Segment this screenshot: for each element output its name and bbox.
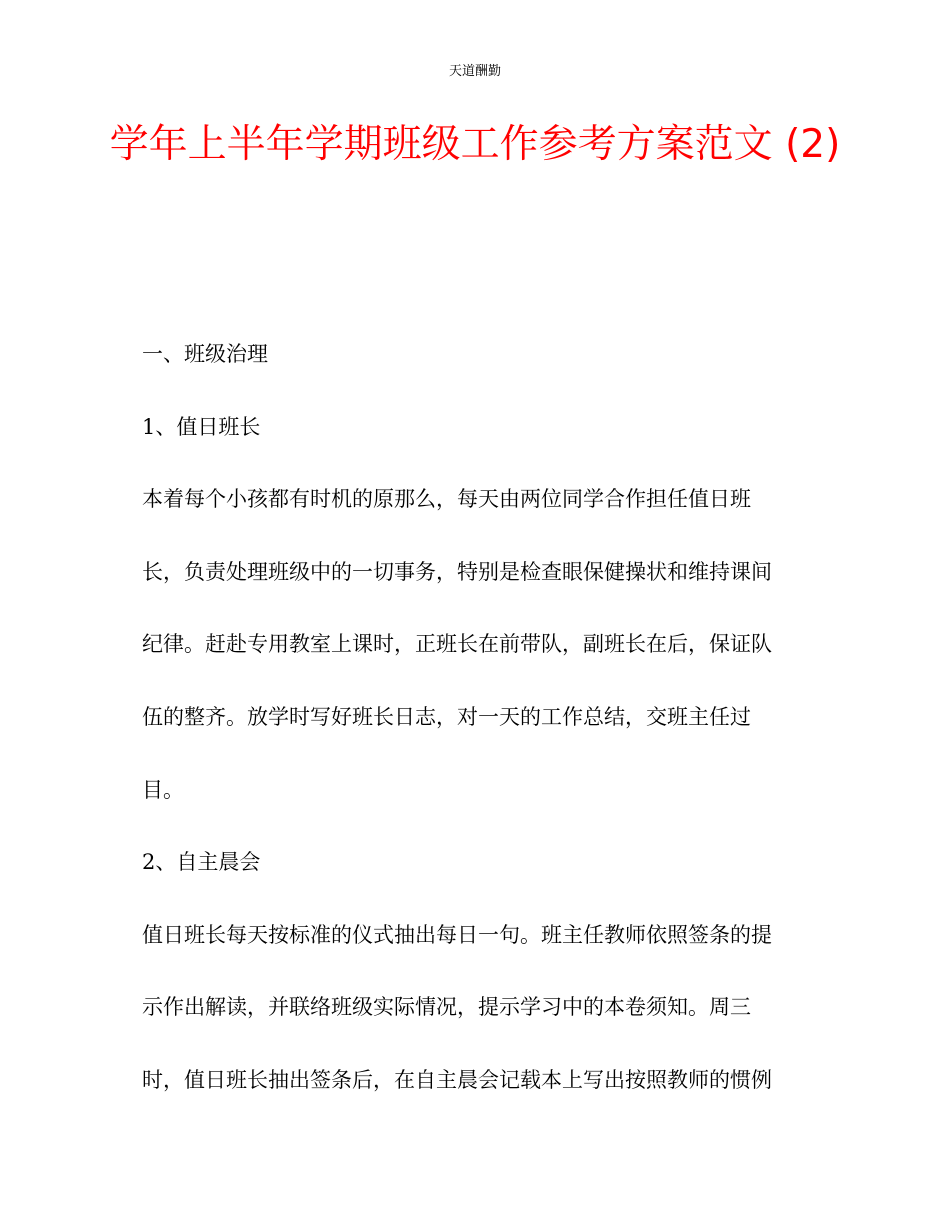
paragraph-line: 本着每个小孩都有时机的原那么，每天由两位同学合作担任值日班	[142, 487, 751, 512]
paragraph-line: 时，值日班长抽出签条后，在自主晨会记载本上写出按照教师的惯例	[142, 1067, 772, 1092]
subsection-heading: 1、值日班长	[142, 414, 261, 439]
paragraph-line: 示作出解读，并联络班级实际情况，提示学习中的本卷须知。周三	[142, 995, 751, 1020]
paragraph-line: 长，负责处理班级中的一切事务，特别是检查眼保健操状和维持课间	[142, 559, 772, 584]
section-heading: 一、班级治理	[142, 342, 268, 366]
subsection-heading: 2、自主晨会	[142, 850, 261, 875]
document-title: 学年上半年学期班级工作参考方案范文 (2)	[109, 122, 841, 167]
paragraph-line: 伍的整齐。放学时写好班长日志，对一天的工作总结，交班主任过	[142, 704, 751, 729]
paragraph-line: 纪律。赶赴专用教室上课时，正班长在前带队，副班长在后，保证队	[142, 632, 772, 657]
paragraph-line: 目。	[142, 777, 184, 802]
paragraph-line: 值日班长每天按标准的仪式抽出每日一句。班主任教师依照签条的提	[142, 922, 772, 947]
page-header: 天道酬勤	[448, 64, 501, 79]
document-body	[142, 318, 810, 1117]
